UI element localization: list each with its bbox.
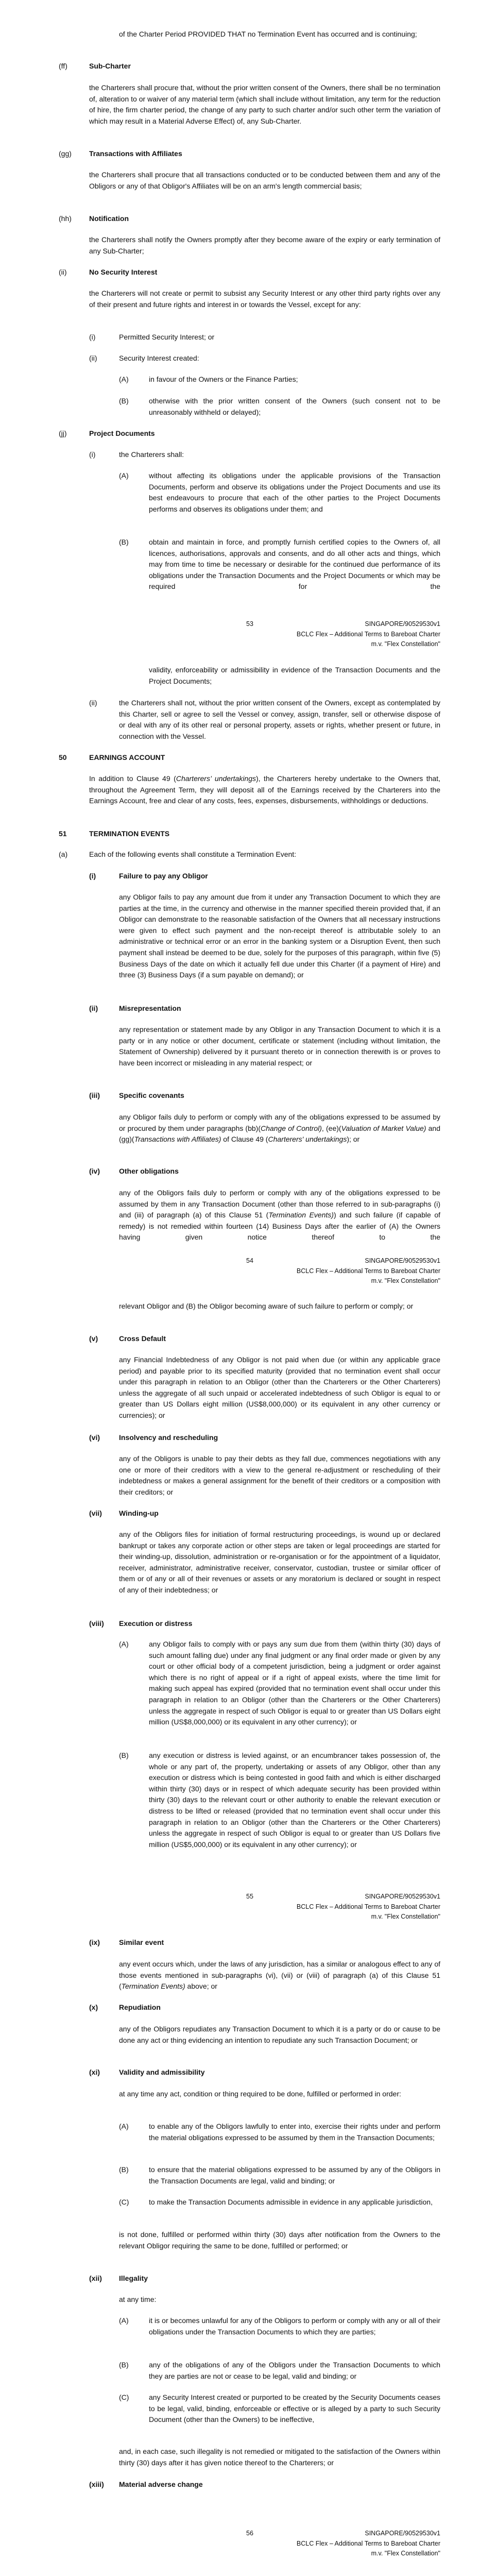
event-body: any of the Obligors is unable to pay their debts as they fall due, commences negotiations with any one or more of their creditors with a view to the general re-adjustment or rescheduling of their indebtedness or makes a general assignment for the benefit of their creditors or a composition with their creditors; or	[119, 1454, 440, 1496]
item-label: (i)	[89, 333, 96, 341]
event-heading: Insolvency and rescheduling	[119, 1433, 218, 1442]
event-label: (iv)	[89, 1167, 100, 1175]
text: In addition to Clause 49 (	[89, 774, 176, 783]
doc-ref: SINGAPORE/90529530v1	[365, 1893, 440, 1900]
vessel-name: m.v. "Flex Constellation"	[371, 1277, 440, 1284]
text: , (ee)(	[321, 1124, 341, 1132]
page-number: 53	[246, 620, 253, 628]
clause-49-hh-label: (hh)	[59, 214, 72, 223]
vessel-name: m.v. "Flex Constellation"	[371, 1913, 440, 1920]
subitem-label: (C)	[119, 2198, 129, 2206]
event-body: any Financial Indebtedness of any Obligor is not paid when due (or within any applicable grace period) and payable prior to its specified maturity (provided that no termination event shall occur under this paragraph in relation to an Obligor (other than the Charterers or the Other Charterers) unless the aggregate of all such unpaid or accelerated indebtedness of such Obligor is equal to or greater than US Dollars eight million (US$8,000,000) or its equivalent in any other currency or currencies); or	[119, 1355, 440, 1419]
doc-title: BCLC Flex – Additional Terms to Bareboat Charter	[296, 630, 440, 638]
clause-50-body	[89, 773, 440, 807]
event-label: (i)	[89, 872, 96, 880]
text: ); or	[347, 1135, 360, 1144]
page-number: 56	[246, 2530, 253, 2537]
subitem-label: (A)	[119, 1640, 129, 1648]
event-label: (xiii)	[89, 2480, 104, 2488]
subitem-text: any Security Interest created or purported to be created by the Security Documents ceases to be legal, valid, binding, enforceable or effective or is alleged by a party to such Security Document (other than the Owners) to be ineffective,	[149, 2393, 440, 2424]
subitem-text: obtain and maintain in force, and promptly furnish certified copies to the Owners of, all licences, authorisations, approvals and consents, and do all other acts and things, which may from time to time be necessary or desirable for the continued due performance of its obligations under the Transaction Documents and the Project Documents or which may be required for the	[149, 538, 440, 591]
event-label: (iii)	[89, 1091, 100, 1099]
clause-49-ii-heading: No Security Interest	[89, 268, 158, 276]
event-label: (v)	[89, 1334, 98, 1343]
item-text: the Charterers shall:	[119, 450, 184, 459]
item-text: Security Interest created:	[119, 354, 199, 362]
clause-49-hh-heading: Notification	[89, 214, 129, 223]
event-body: at any time any act, condition or thing required to be done, fulfilled or performed in order:	[119, 2090, 401, 2098]
event-heading: Similar event	[119, 1938, 164, 1946]
page-footer	[246, 1892, 440, 1922]
clause-49-ii-body: the Charterers will not create or permit to subsist any Security Interest or any other third party rights over any of their present and future rights and interest in or towards the Vessel, except for any:	[89, 289, 440, 309]
event-label: (xi)	[89, 2068, 100, 2076]
clause-50-number: 50	[59, 753, 67, 761]
subitem-text: otherwise with the prior written consent of the Owners (such consent not to be unreasonably withheld or delayed);	[149, 397, 440, 416]
event-label: (ix)	[89, 1938, 100, 1946]
event-label: (vii)	[89, 1509, 102, 1517]
event-label: (ii)	[89, 1004, 98, 1012]
page-number: 55	[246, 1893, 253, 1900]
event-body: any Obligor fails to pay any amount due from it under any Transaction Document to which they are parties at the time, in the currency and otherwise in the manner specified therein provided that, if an Obligor can demonstrate to the reasonable satisfaction of the Owners that all necessary instructions were given to effect such payment and the non-receipt thereof is attributable solely to an administrative or technical error or an error in the banking system or a Disruption Event, then such payment shall instead be deemed to be due, solely for the purposes of this paragraph, within five (5) Business Days of the date on which it actually fell due under this Charter (if a payment of Hire) and three (3) Business Days (if a sum payable on demand); or	[119, 893, 440, 979]
item-label: (i)	[89, 450, 96, 459]
subitem-label: (A)	[119, 2316, 129, 2325]
event-heading: Material adverse change	[119, 2480, 203, 2488]
event-heading: Failure to pay any Obligor	[119, 872, 208, 880]
event-body: any of the Obligors files for initiation of formal restructuring proceedings, is wound up or declared bankrupt or takes any corporate action or other steps are taken or legal proceedings are started for their winding-up, dissolution, administration or re-organisation or for the appointment of a liquidator, receiver, administrator, administrative receiver, conservator, custodian, trustee or similar officer of them or of any or all of their revenues or assets or any moratorium is declared or sought in respect of any of their indebtedness; or	[119, 1530, 440, 1594]
event-body-after: is not done, fulfilled or performed within thirty (30) days after notification from the Owners to the relevant Obligor requiring the same to be done, fulfilled or performed; or	[119, 2230, 440, 2250]
event-body-after: and, in each case, such illegality is not remedied or mitigated to the satisfaction of the Owners within thirty (30) days after it has given notice thereof to the Charterers; or	[119, 2447, 440, 2467]
vessel-name: m.v. "Flex Constellation"	[371, 2550, 440, 2557]
item-text: Permitted Security Interest; or	[119, 333, 215, 341]
clause-51-number: 51	[59, 829, 67, 838]
text: and (gg)(	[119, 1124, 440, 1144]
clause-49-hh-body: the Charterers shall notify the Owners promptly after they become aware of the expiry or early termination of any Sub-Charter;	[89, 235, 440, 255]
page-footer	[246, 2529, 440, 2559]
event-heading: Validity and admissibility	[119, 2068, 205, 2076]
clause-50-title: EARNINGS ACCOUNT	[89, 753, 165, 761]
subitem-label: (B)	[119, 538, 129, 546]
event-heading: Misrepresentation	[119, 1004, 181, 1012]
event-label: (xii)	[89, 2274, 102, 2282]
subitem-text: without affecting its obligations under the applicable provisions of the Transaction Documents, perform and observe its obligations under the Project Documents and use its best endeavours to procure that each of the other parties to the Project Documents performs and observes its obligations under them; and	[149, 471, 440, 513]
vessel-name: m.v. "Flex Constellation"	[371, 640, 440, 648]
event-heading: Repudiation	[119, 2003, 161, 2011]
clause-49-gg-heading: Transactions with Affiliates	[89, 149, 182, 158]
clause-49-ff-body: the Charterers shall procure that, without the prior written consent of the Owners, there shall be no termination of, alteration to or waiver of any material term (which shall include without limitation, any term for the reduction of hire, the firm charter period, the change of any party to such charter and/or such other term the variation of which may result in a Material Adverse Effect) of, any Sub-Charter.	[89, 83, 440, 125]
event-body	[119, 1112, 440, 1145]
doc-ref: SINGAPORE/90529530v1	[365, 1257, 440, 1264]
subitem-text: any Obligor fails to comply with or pays any sum due from them (within thirty (30) days of such amount falling due) under any final judgment or any final order made or given by any court or other official body of a competent jurisdiction, being a judgment or order against which there is no right of appeal or if a right of appeal exists, where the time limit for making such appeal has expired (provided that no termination event shall occur under this paragraph in relation to an Obligor (other than the Charterers or the Other Charterers) unless the aggregate in respect of such Obligor is equal to or greater than US Dollars eight million (US$8,000,000) or its equivalent in any other currency); or	[149, 1640, 440, 1726]
clause-49-ff-heading: Sub-Charter	[89, 62, 131, 70]
italic-ref: Termination Events)	[121, 1982, 185, 1991]
italic-ref: Valuation of Market Value)	[341, 1124, 426, 1132]
subitem-label: (B)	[119, 2165, 129, 2174]
event-heading: Specific covenants	[119, 1091, 184, 1099]
page-number: 54	[246, 1257, 253, 1264]
subitem-label: (C)	[119, 2393, 129, 2401]
doc-title: BCLC Flex – Additional Terms to Bareboat Charter	[296, 1267, 440, 1275]
text: of Clause 49 (	[221, 1135, 268, 1144]
event-label: (x)	[89, 2003, 98, 2011]
italic-ref: Transactions with Affiliates)	[134, 1135, 221, 1144]
clause-49-ii-label: (ii)	[59, 268, 67, 276]
subitem-label: (B)	[119, 397, 129, 405]
event-body	[119, 1959, 440, 1992]
event-body-continued: relevant Obligor and (B) the Obligor becoming aware of such failure to perform or comply; or	[119, 1302, 414, 1310]
clause-51-a-text: Each of the following events shall constitute a Termination Event:	[89, 850, 297, 858]
page-footer	[246, 619, 440, 650]
text: any Obligor fails duly to perform or comply with any of the obligations expressed to be assumed by or procured by them under paragraphs (bb)(	[119, 1113, 440, 1132]
event-heading: Illegality	[119, 2274, 148, 2282]
text: any of the Obligors fails duly to perform or comply with any of the obligations expressed to be assumed by them in any Transaction Document (other than those referred to in sub-paragraphs (i) and (iii) of paragraph (a) of this Clause 51 (	[119, 1189, 440, 1219]
clause-51-a-label: (a)	[59, 850, 68, 858]
italic-ref: Termination Events)	[268, 1211, 334, 1219]
text: ) and such failure (if capable of remedy) is not remedied within fourteen (14) Business Days after the earlier of (A) the Owners having given notice thereof to the	[119, 1211, 440, 1242]
italic-ref: Change of Control)	[261, 1124, 322, 1132]
clause-49-ff-label: (ff)	[59, 62, 67, 70]
subitem-text: any execution or distress is levied against, or an encumbrancer takes possession of, the whole or any part of, the property, undertaking or assets of any Obligor, other than any execution or distress which is being contested in good faith and which is either discharged within thirty (30) days or in respect of which adequate security has been provided within thirty (30) days to the relevant court or other authority to enable the relevant execution or distress to be lifted or released (provided that no termination event shall occur under this paragraph in relation to an Obligor (other than the Charterers or the Other Charterers) unless the aggregate in respect of such Obligor is equal to or greater than US Dollars five million (US$5,000,000) or its equivalent in any other currency); or	[149, 1751, 440, 1849]
doc-title: BCLC Flex – Additional Terms to Bareboat Charter	[296, 2539, 440, 2547]
subitem-label: (B)	[119, 2361, 129, 2369]
item-label: (ii)	[89, 699, 97, 707]
item-text: the Charterers shall not, without the prior written consent of the Owners, except as contemplated by this Charter, sell or agree to sell the Vessel or convey, assign, transfer, sell or otherwise dispose of or deal with any of its other real or personal property, assets or rights, whether present or future, in connection with the Vessel.	[119, 699, 440, 740]
subitem-text: any of the obligations of any of the Obligors under the Transaction Documents to which they are parties are not or cease to be legal, valid and binding; or	[149, 2361, 440, 2380]
clause-49-gg-label: (gg)	[59, 149, 72, 158]
event-label: (viii)	[89, 1619, 104, 1628]
event-heading: Execution or distress	[119, 1619, 193, 1628]
event-body	[119, 1188, 440, 1243]
event-heading: Cross Default	[119, 1334, 166, 1343]
doc-title: BCLC Flex – Additional Terms to Bareboat Charter	[296, 1903, 440, 1910]
subitem-text: to ensure that the material obligations expressed to be assumed by any of the Obligors in the Transaction Documents are legal, valid and binding; or	[149, 2165, 440, 2185]
subitem-text: to make the Transaction Documents admissible in evidence in any applicable jurisdiction,	[149, 2198, 433, 2206]
clause-51-title: TERMINATION EVENTS	[89, 829, 170, 838]
clause-49-jj-heading: Project Documents	[89, 429, 155, 437]
clause-49-ee-continuation: of the Charter Period PROVIDED THAT no Termination Event has occurred and is continuing;	[119, 30, 417, 38]
doc-ref: SINGAPORE/90529530v1	[365, 620, 440, 628]
subitem-text-continued: validity, enforceability or admissibility in evidence of the Transaction Documents and the Project Documents;	[149, 666, 440, 685]
subitem-label: (A)	[119, 2122, 129, 2130]
subitem-text: in favour of the Owners or the Finance Parties;	[149, 375, 298, 383]
subitem-label: (A)	[119, 471, 129, 480]
subitem-text: to enable any of the Obligors lawfully to enter into, exercise their rights under and perform the material obligations expressed to be assumed by them in the Transaction Documents;	[149, 2122, 440, 2142]
text: above; or	[185, 1982, 217, 1991]
text: ), the Charterers hereby undertake to the Owners that, throughout the Agreement Term, they will deposit all of the Earnings received by the Charterers into the Earnings Account, free and clear of any costs, fees, expenses, disbursements, withholdings or deductions.	[89, 774, 440, 805]
doc-ref: SINGAPORE/90529530v1	[365, 2530, 440, 2537]
subitem-text: it is or becomes unlawful for any of the Obligors to perform or comply with any or all of their obligations under the Transaction Documents to which they are parties;	[149, 2316, 440, 2336]
clause-49-gg-body: the Charterers shall procure that all transactions conducted or to be conducted between them and any of the Obligors or any of that Obligor's Affiliates will be on an arm's length commercial basis;	[89, 171, 440, 190]
event-label: (vi)	[89, 1433, 100, 1442]
clause-49-jj-label: (jj)	[59, 429, 67, 437]
subitem-label: (A)	[119, 375, 129, 383]
italic-ref: Charterers’ undertakings	[176, 774, 256, 783]
event-body: any representation or statement made by any Obligor in any Transaction Document to which it is a party or in any notice or other document, certificate or statement (including without limitation, the Statement of Ownership) delivered by it pursuant thereto or in connection therewith is or proves to have been incorrect or misleading in any material respect; or	[119, 1025, 440, 1067]
event-body: any of the Obligors repudiates any Transaction Document to which it is a party or do or cause to be done any act or thing evidencing an intention to repudiate any such Transaction Document; or	[119, 2025, 440, 2044]
event-heading: Other obligations	[119, 1167, 179, 1175]
event-body: at any time:	[119, 2295, 157, 2303]
event-heading: Winding-up	[119, 1509, 159, 1517]
page-footer	[246, 1256, 440, 1286]
subitem-label: (B)	[119, 1751, 129, 1759]
item-label: (ii)	[89, 354, 97, 362]
italic-ref: Charterers' undertakings	[268, 1135, 347, 1144]
text: any event occurs which, under the laws of any jurisdiction, has a similar or analogous effect to any of those events mentioned in sub-paragraphs (vi), (vii) or (viii) of paragraph (a) of this Clause 51 (	[119, 1960, 440, 1991]
